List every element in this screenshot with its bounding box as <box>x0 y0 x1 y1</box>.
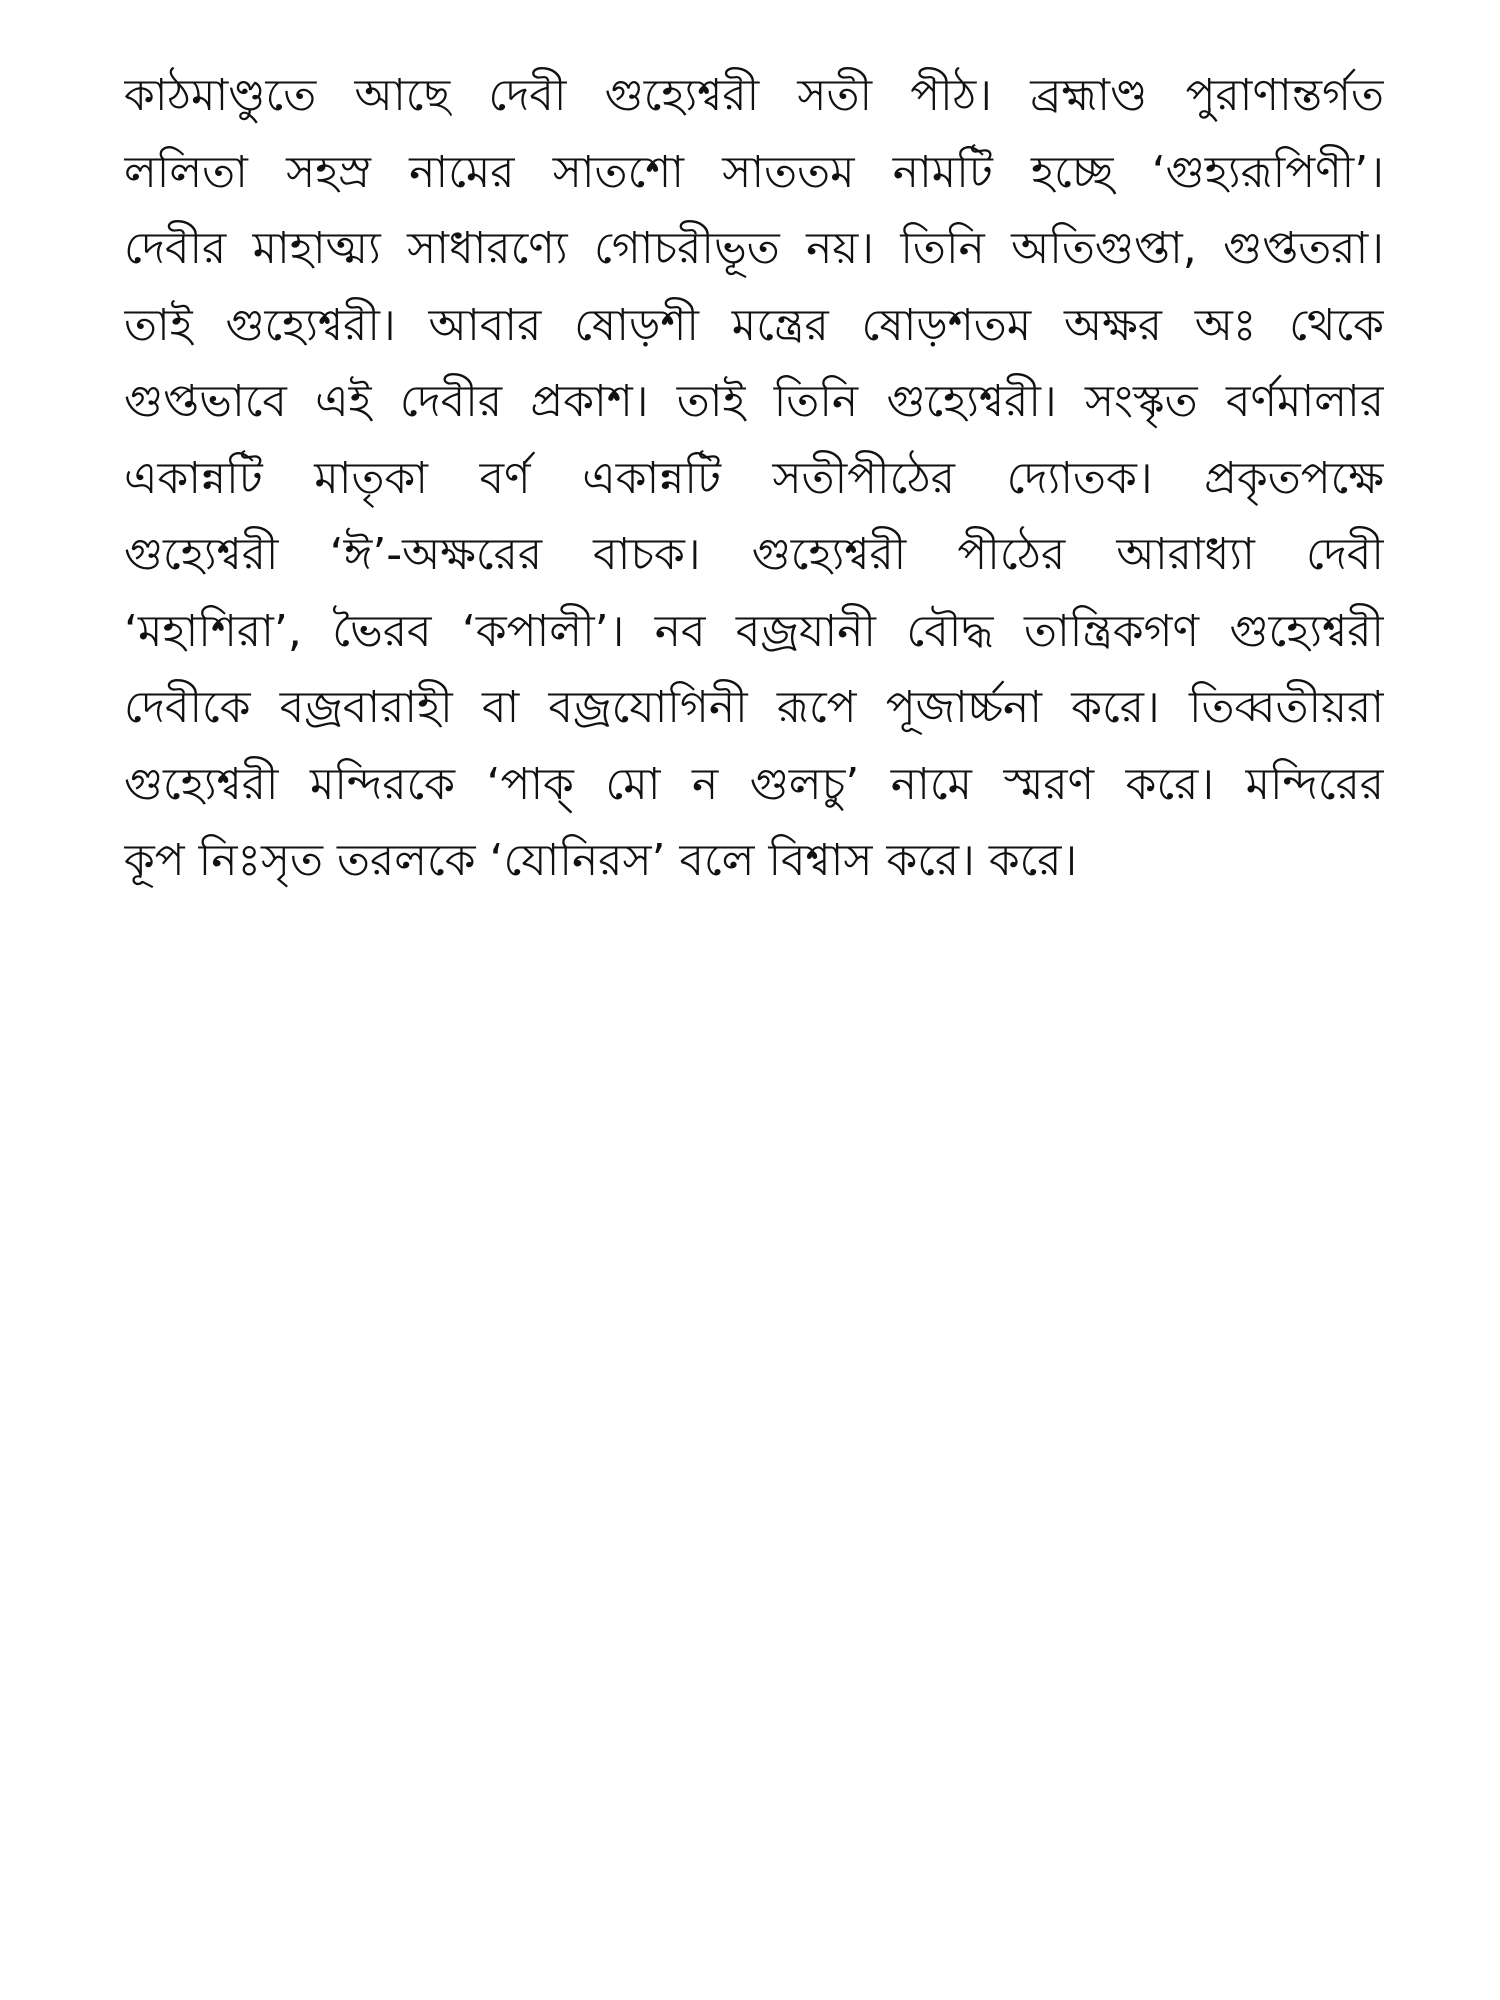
text-line-11: কূপ নিঃসৃত তরলকে ‘যোনিরস’ বলে বিশ্বাস করে। করে। <box>124 835 1078 886</box>
text-line-8: ‘মহাশিরা’, ভৈরব ‘কপালী’। নব বজ্রযানী বৌদ্ধ তান্ত্রিকগণ গুহ্যেশ্বরী <box>124 605 1384 657</box>
body-paragraph <box>124 58 1384 900</box>
text-line-3: দেবীর মাহাত্ম্য সাধারণ্যে গোচরীভূত নয়। তিনি অতিগুপ্তা, গুপ্ততরা। <box>124 223 1384 274</box>
text-line-9: দেবীকে বজ্রবারাহী বা বজ্রযোগিনী রূপে পূজার্চ্চনা করে। তিব্বতীয়রা <box>124 682 1384 733</box>
text-line-2: ললিতা সহস্র নামের সাতশো সাততম নামটি হচ্ছে ‘গুহ্যরূপিণী’। <box>124 146 1384 198</box>
text-line-7: গুহ্যেশ্বরী ‘ঈ’-অক্ষরের বাচক। গুহ্যেশ্বরী পীঠের আরাধ্যা দেবী <box>124 529 1384 580</box>
text-line-10: গুহ্যেশ্বরী মন্দিরকে ‘পাক্ মো ন গুলচু’ নামে স্মরণ করে। মন্দিরের <box>124 758 1384 810</box>
text-line-4: তাই গুহ্যেশ্বরী। আবার ষোড়শী মন্ত্রের ষোড়শতম অক্ষর অঃ থেকে <box>124 299 1384 351</box>
text-line-1: কাঠমাণ্ডুতে আছে দেবী গুহ্যেশ্বরী সতী পীঠ। ব্রহ্মাণ্ড পুরাণান্তর্গত <box>124 70 1384 121</box>
text-line-5: গুপ্তভাবে এই দেবীর প্রকাশ। তাই তিনি গুহ্যেশ্বরী। সংস্কৃত বর্ণমালার <box>124 376 1384 427</box>
text-line-6: একান্নটি মাতৃকা বর্ণ একান্নটি সতীপীঠের দ্যোতক। প্রকৃতপক্ষে <box>124 452 1384 504</box>
